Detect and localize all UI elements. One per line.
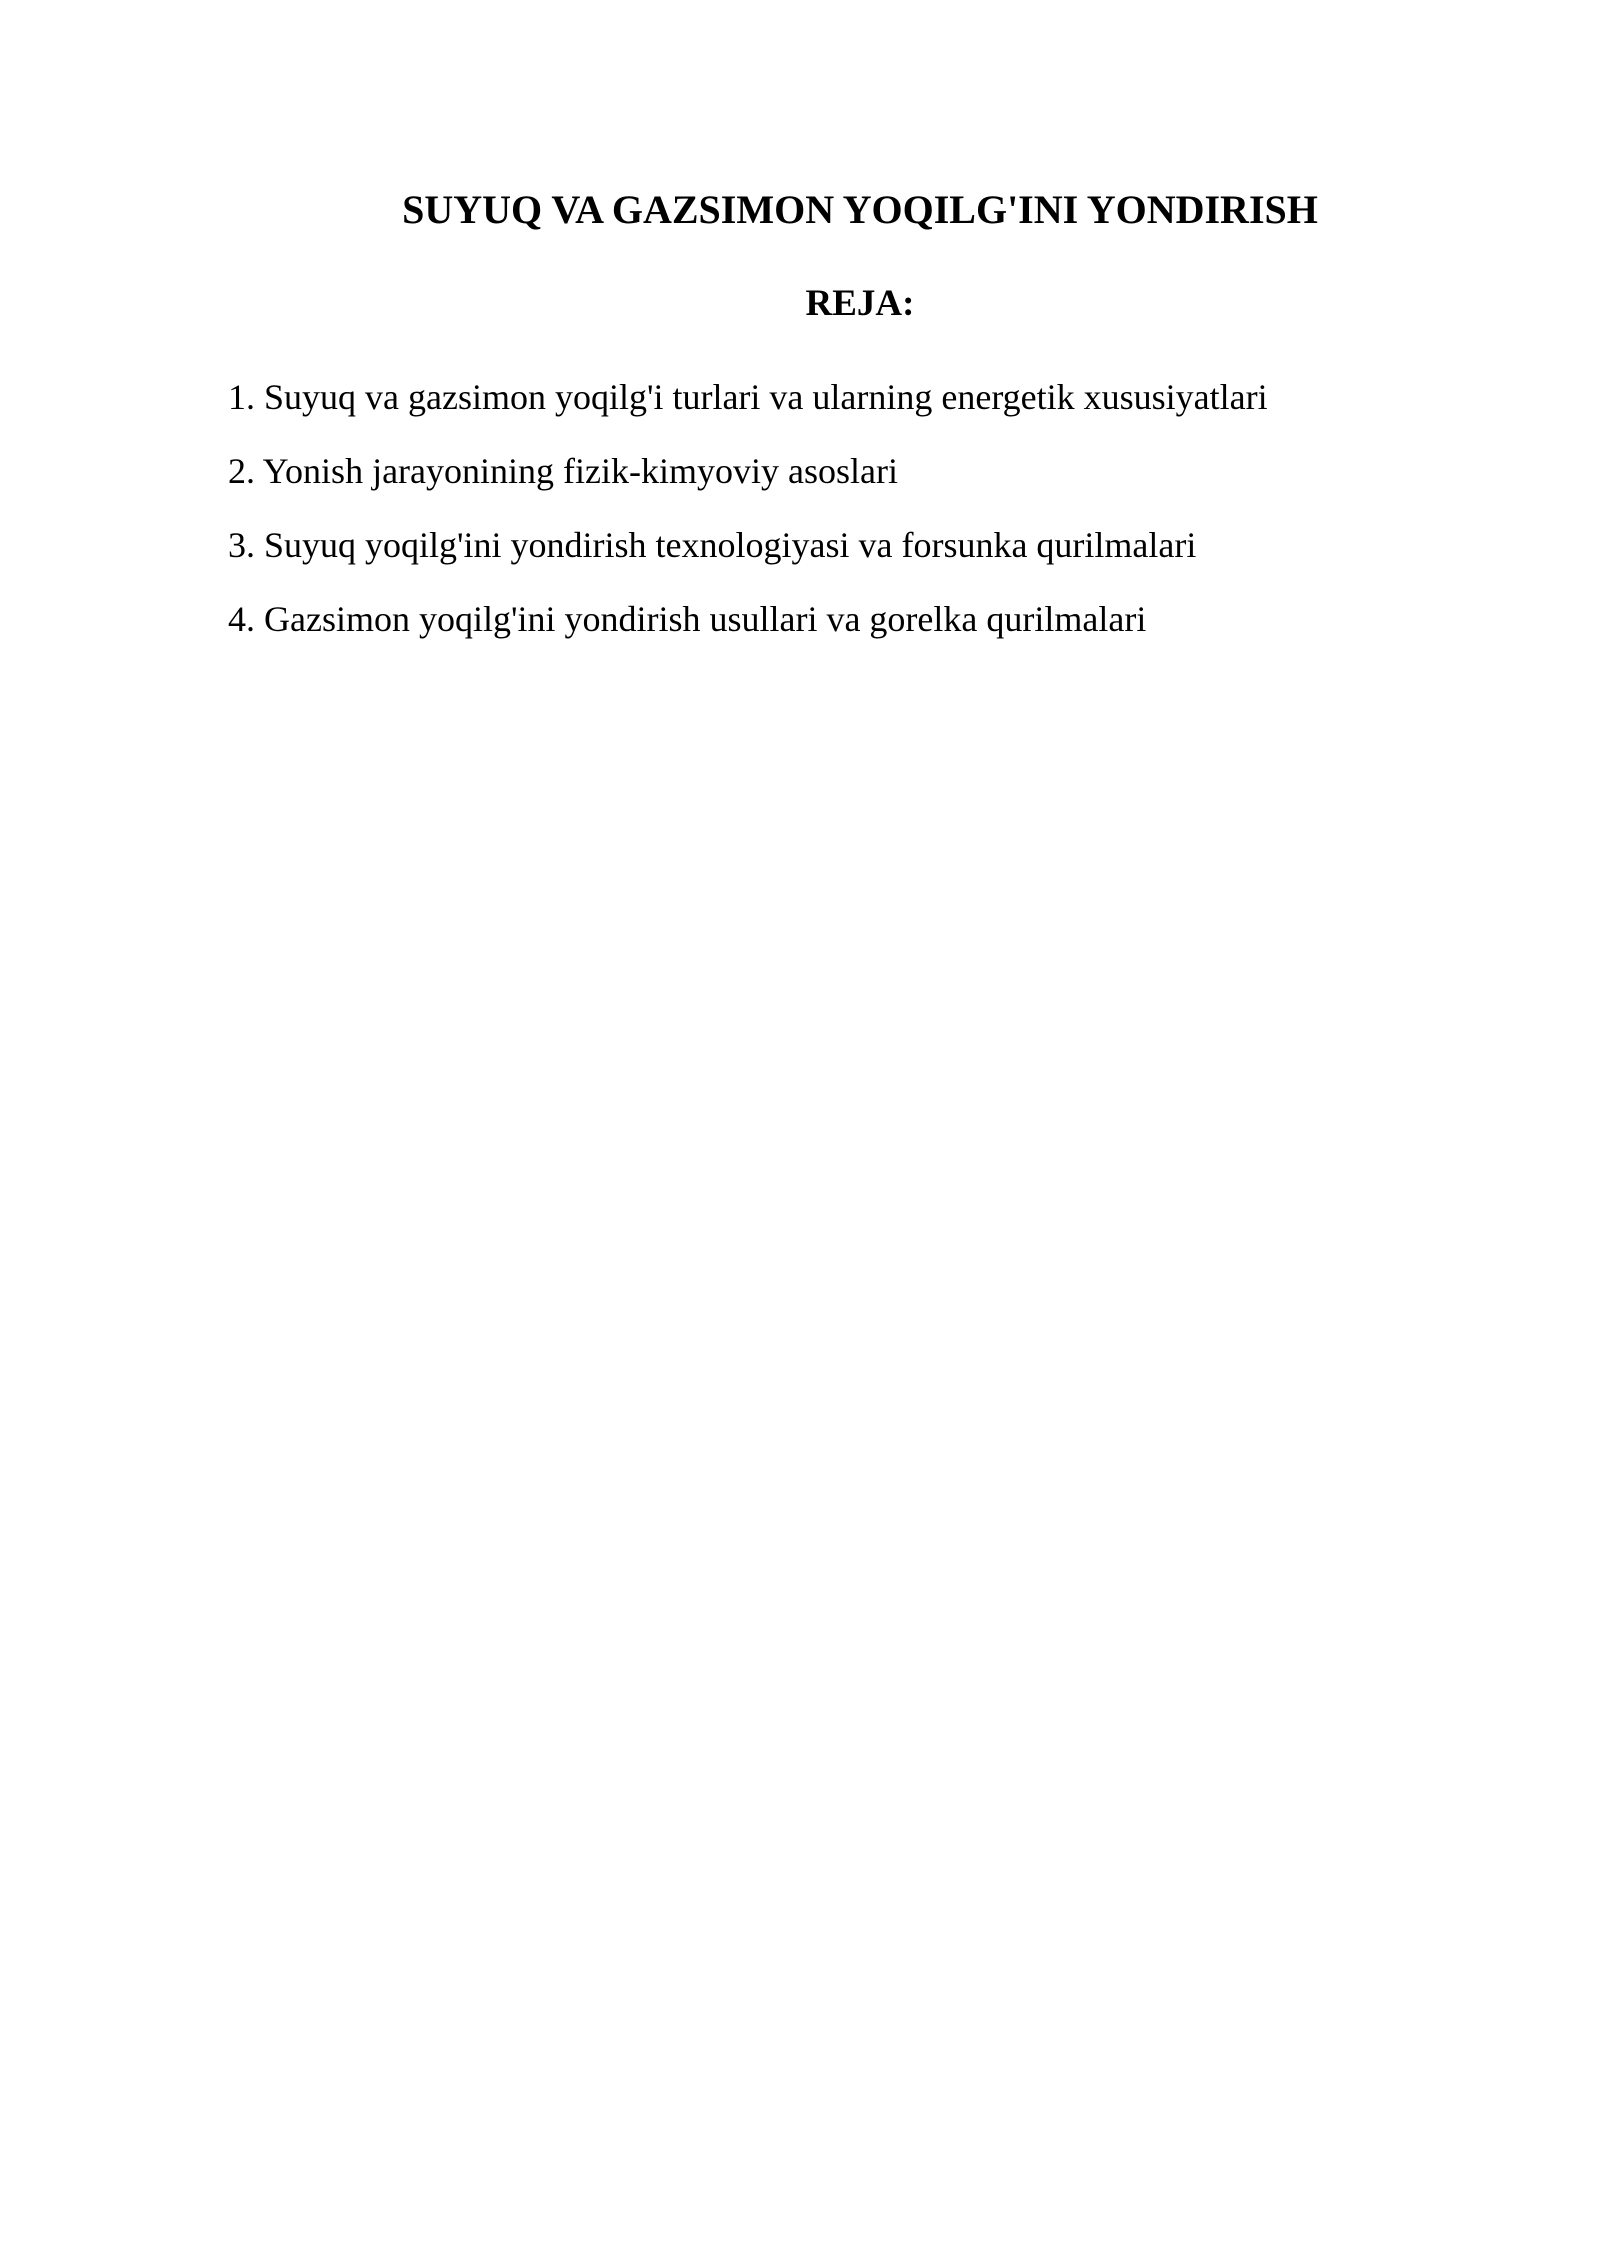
plan-item: 4. Gazsimon yoqilg'ini yondirish usullari va gorelka qurilmalari (228, 599, 1147, 639)
plan-list (228, 360, 1428, 656)
plan-item: 3. Suyuq yoqilg'ini yondirish texnologiyasi va forsunka qurilmalari (228, 525, 1197, 565)
document-title: SUYUQ VA GAZSIMON YOQILG'INI YONDIRISH (402, 187, 1318, 232)
plan-item: 1. Suyuq va gazsimon yoqilg'i turlari va ularning energetik xususiyatlari (228, 377, 1268, 417)
plan-item: 2. Yonish jarayonining fizik-kimyoviy asoslari (228, 451, 898, 491)
plan-heading: REJA: (805, 283, 915, 324)
